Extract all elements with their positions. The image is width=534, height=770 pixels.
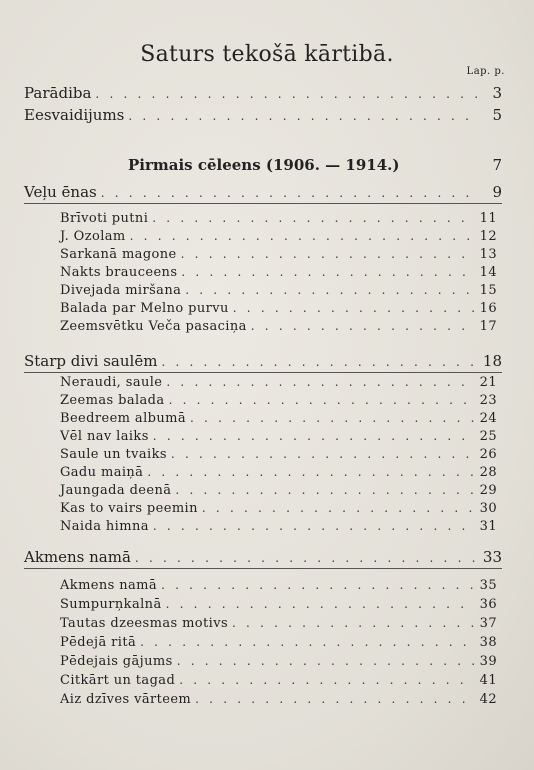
toc-part-heading [128, 156, 502, 174]
leader-dots [171, 447, 475, 461]
leader-dots [251, 319, 475, 333]
toc-item [60, 597, 497, 612]
item-page: 15 [479, 283, 497, 298]
item-label: Nakts brauceens [60, 265, 178, 280]
entry-page: 3 [492, 84, 502, 102]
toc-item [60, 229, 497, 244]
item-label: Naida himna [60, 519, 149, 534]
toc-item [60, 393, 497, 408]
leader-dots [153, 429, 475, 443]
toc-item [60, 447, 497, 462]
item-page: 24 [479, 411, 497, 426]
item-label: Kas to vairs peemin [60, 501, 198, 516]
leader-dots [166, 597, 475, 611]
leader-dots [190, 411, 475, 425]
item-page: 36 [479, 597, 497, 612]
item-label: Akmens namā [60, 578, 158, 593]
item-page: 21 [479, 375, 497, 390]
toc-entry-front [24, 106, 502, 124]
item-page: 30 [479, 501, 497, 516]
toc-item [60, 483, 497, 498]
item-page: 13 [479, 247, 497, 262]
item-page: 42 [479, 692, 497, 707]
leader-dots [135, 551, 479, 565]
leader-dots [161, 578, 475, 592]
item-label: Saule un tvaiks [60, 447, 167, 462]
page-column-label: Lap. p. [466, 66, 505, 77]
item-page: 26 [479, 447, 497, 462]
item-page: 31 [479, 519, 497, 534]
item-page: 12 [479, 229, 497, 244]
item-page: 38 [479, 635, 497, 650]
section-rule [24, 203, 502, 204]
toc-item [60, 635, 497, 650]
item-label: Zeemsvētku Veča pasaciņa [60, 319, 247, 334]
item-label: Sumpurņkalnā [60, 597, 162, 612]
item-label: Brīvoti putni [60, 211, 149, 226]
section-label: Veļu ēnas [24, 183, 97, 201]
item-page: 11 [479, 211, 497, 226]
leader-dots [232, 616, 475, 630]
part-label: Pirmais cēleens (1906. — 1914.) [128, 156, 400, 174]
item-page: 23 [479, 393, 497, 408]
leader-dots [179, 673, 475, 687]
part-page: 7 [492, 156, 502, 174]
leader-dots [202, 501, 475, 515]
section-page: 33 [482, 548, 502, 566]
leader-dots [161, 355, 478, 369]
item-page: 25 [479, 429, 497, 444]
item-label: Aiz dzīves vārteem [60, 692, 192, 707]
item-page: 35 [479, 578, 497, 593]
leader-dots [101, 186, 480, 200]
entry-label: Eesvaidijums [24, 106, 125, 124]
leader-dots [181, 247, 475, 261]
toc-item [60, 429, 497, 444]
item-label: Pēdejā ritā [60, 635, 137, 650]
leader-dots [166, 375, 475, 389]
entry-page: 5 [492, 106, 502, 124]
toc-item [60, 578, 497, 593]
section-rule [24, 568, 502, 569]
item-label: Gadu maiņā [60, 465, 144, 480]
item-label: Zeemas balada [60, 393, 165, 408]
leader-dots [130, 229, 475, 243]
entry-label: Parādiba [24, 84, 92, 102]
leader-dots [177, 654, 475, 668]
item-label: Sarkanā magone [60, 247, 177, 262]
item-label: J. Ozolam [60, 229, 126, 244]
item-label: Jaungada deenā [60, 483, 172, 498]
toc-item [60, 283, 497, 298]
item-page: 39 [479, 654, 497, 669]
leader-dots [175, 483, 475, 497]
toc-item [60, 465, 497, 480]
item-label: Divejada miršana [60, 283, 182, 298]
section-label: Akmens namā [24, 548, 131, 566]
toc-item [60, 247, 497, 262]
leader-dots [128, 109, 480, 123]
leader-dots [195, 692, 475, 706]
leader-dots [152, 211, 475, 225]
item-page: 28 [479, 465, 497, 480]
toc-item [60, 692, 497, 707]
item-page: 37 [479, 616, 497, 631]
toc-section [24, 183, 502, 201]
section-page: 9 [492, 183, 502, 201]
toc-section [24, 352, 502, 370]
item-page: 29 [479, 483, 497, 498]
toc-item [60, 211, 497, 226]
toc-section [24, 548, 502, 566]
toc-item [60, 616, 497, 631]
toc-item [60, 654, 497, 669]
toc-item [60, 673, 497, 688]
page-title: Saturs tekošā kārtibā. [140, 42, 394, 67]
section-rule [24, 372, 502, 373]
item-label: Beedreem albumā [60, 411, 187, 426]
item-page: 17 [479, 319, 497, 334]
item-label: Tautas dzeesmas motivs [60, 616, 229, 631]
section-page: 18 [482, 352, 502, 370]
item-page: 16 [479, 301, 497, 316]
toc-item [60, 265, 497, 280]
item-label: Balada par Melno purvu [60, 301, 229, 316]
leader-dots [233, 301, 475, 315]
toc-item [60, 301, 497, 316]
leader-dots [140, 635, 475, 649]
item-page: 14 [479, 265, 497, 280]
leader-dots [169, 393, 475, 407]
toc-entry-front [24, 84, 502, 102]
item-label: Pēdejais gājums [60, 654, 173, 669]
item-label: Citkārt un tagad [60, 673, 176, 688]
leader-dots [181, 265, 475, 279]
leader-dots [95, 87, 480, 101]
toc-item [60, 501, 497, 516]
toc-item [60, 375, 497, 390]
item-label: Neraudi, saule [60, 375, 163, 390]
toc-item [60, 519, 497, 534]
toc-item [60, 319, 497, 334]
leader-dots [153, 519, 475, 533]
toc-item [60, 411, 497, 426]
leader-dots [185, 283, 475, 297]
item-label: Vēl nav laiks [60, 429, 149, 444]
item-page: 41 [479, 673, 497, 688]
leader-dots [147, 465, 475, 479]
section-label: Starp divi saulēm [24, 352, 158, 370]
